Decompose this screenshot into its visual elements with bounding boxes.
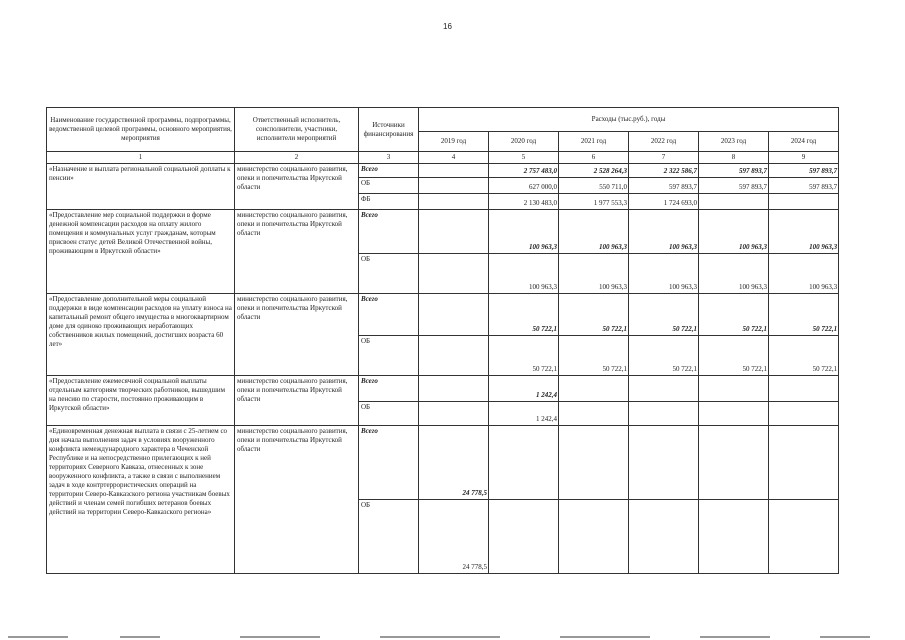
program-name: «Предоставление ежемесячной социальной выплаты отдельным категориям творческих работников, вышедшим на пенсию по старости, постоянно проживающим в Иркутской области»	[47, 376, 235, 426]
scan-artifacts	[0, 634, 905, 640]
value-cell	[769, 402, 839, 426]
value-cell: 50 722,1	[559, 294, 629, 336]
value-cell	[699, 402, 769, 426]
value-cell	[769, 376, 839, 402]
value-cell	[699, 426, 769, 500]
value-cell	[489, 500, 559, 574]
value-cell	[419, 210, 489, 254]
program-executor: министерство социального развития, опеки и попечительства Иркутской области	[235, 164, 359, 210]
value-cell: 100 963,3	[769, 210, 839, 254]
value-cell: 627 000,0	[489, 178, 559, 194]
header-year: 2019 год	[419, 132, 489, 152]
source-label: Всего	[359, 164, 419, 178]
value-cell	[559, 426, 629, 500]
value-cell: 2 322 586,7	[629, 164, 699, 178]
value-cell	[419, 336, 489, 376]
value-cell: 50 722,1	[559, 336, 629, 376]
value-cell	[559, 376, 629, 402]
program-name: «Назначение и выплата региональной социальной доплаты к пенсии»	[47, 164, 235, 210]
value-cell: 50 722,1	[629, 336, 699, 376]
value-cell	[419, 294, 489, 336]
value-cell	[419, 402, 489, 426]
program-executor: министерство социального развития, опеки и попечительства Иркутской области	[235, 210, 359, 294]
value-cell	[769, 500, 839, 574]
source-label: ОБ	[359, 500, 419, 574]
column-number: 5	[489, 152, 559, 164]
source-label: ОБ	[359, 254, 419, 294]
program-executor: министерство социального развития, опеки и попечительства Иркутской области	[235, 376, 359, 426]
value-cell: 50 722,1	[769, 336, 839, 376]
column-number: 6	[559, 152, 629, 164]
value-cell	[629, 402, 699, 426]
value-cell	[419, 164, 489, 178]
value-cell	[419, 254, 489, 294]
source-label: Всего	[359, 210, 419, 254]
header-expenses: Расходы (тыс.руб.), годы	[419, 108, 839, 132]
program-name: «Единовременная денежная выплата в связи с 25-летием со дня начала выполнения задач в условиях вооруженного конфликта немеждународного характера в Чеченской Республике и на непосредственно прилегающих к ней территориях Северного Кавказа, отнесенных к зоне вооруженного конфликта, а также в связи с выполнением задач в ходе контртеррористических операций на территории Северо-Кавказского региона участникам боевых действий и членам семей погибших ветеранов боевых действий на территории Северо-Кавказского региона»	[47, 426, 235, 574]
value-cell	[769, 426, 839, 500]
value-cell: 1 242,4	[489, 402, 559, 426]
column-number: 2	[235, 152, 359, 164]
program-executor: министерство социального развития, опеки и попечительства Иркутской области	[235, 426, 359, 574]
program-name: «Предоставление дополнительной меры социальной поддержки в виде компенсации расходов на уплату взноса на капитальный ремонт общего имущества в многоквартирном доме для одиноко проживающих неработающих собственников жилых помещений, достигших возраста 60 лет»	[47, 294, 235, 376]
value-cell	[699, 376, 769, 402]
value-cell: 100 963,3	[559, 254, 629, 294]
value-cell	[419, 194, 489, 210]
value-cell: 1 242,4	[489, 376, 559, 402]
value-cell: 100 963,3	[699, 210, 769, 254]
value-cell: 597 893,7	[629, 178, 699, 194]
source-label: ОБ	[359, 402, 419, 426]
header-year: 2021 год	[559, 132, 629, 152]
column-number: 7	[629, 152, 699, 164]
value-cell: 597 893,7	[699, 164, 769, 178]
program-executor: министерство социального развития, опеки и попечительства Иркутской области	[235, 294, 359, 376]
value-cell: 1 977 553,3	[559, 194, 629, 210]
value-cell: 50 722,1	[769, 294, 839, 336]
value-cell: 100 963,3	[489, 210, 559, 254]
value-cell: 100 963,3	[489, 254, 559, 294]
value-cell	[489, 426, 559, 500]
value-cell: 50 722,1	[699, 294, 769, 336]
value-cell	[769, 194, 839, 210]
value-cell: 50 722,1	[629, 294, 699, 336]
expenses-table	[46, 107, 839, 574]
value-cell: 2 757 483,0	[489, 164, 559, 178]
value-cell	[699, 194, 769, 210]
source-label: Всего	[359, 426, 419, 500]
value-cell: 100 963,3	[629, 254, 699, 294]
program-name: «Предоставление мер социальной поддержки в форме денежной компенсации расходов на оплату жилого помещения и коммунальных услуг гражданам, которым присвоен статус детей Великой Отечественной войны, проживающим в Иркутской области»	[47, 210, 235, 294]
header-year: 2023 год	[699, 132, 769, 152]
header-name: Наименование государственной программы, подпрограммы, ведомственной целевой программы, основного мероприятия, мероприятия	[47, 108, 235, 152]
column-number: 3	[359, 152, 419, 164]
source-label: ФБ	[359, 194, 419, 210]
header-source: Источники финансирования	[359, 108, 419, 152]
value-cell	[419, 178, 489, 194]
value-cell	[629, 500, 699, 574]
header-executor: Ответственный исполнитель, соисполнители, участники, исполнители мероприятий	[235, 108, 359, 152]
value-cell: 550 711,0	[559, 178, 629, 194]
value-cell: 100 963,3	[769, 254, 839, 294]
value-cell: 50 722,1	[699, 336, 769, 376]
value-cell	[629, 426, 699, 500]
column-number: 4	[419, 152, 489, 164]
column-number: 8	[699, 152, 769, 164]
header-year: 2024 год	[769, 132, 839, 152]
source-label: Всего	[359, 376, 419, 402]
value-cell	[699, 500, 769, 574]
value-cell: 2 130 483,0	[489, 194, 559, 210]
value-cell: 597 893,7	[699, 178, 769, 194]
column-number: 9	[769, 152, 839, 164]
header-year: 2020 год	[489, 132, 559, 152]
value-cell: 24 778,5	[419, 426, 489, 500]
value-cell: 50 722,1	[489, 294, 559, 336]
value-cell: 100 963,3	[629, 210, 699, 254]
value-cell: 100 963,3	[559, 210, 629, 254]
value-cell: 1 724 693,0	[629, 194, 699, 210]
value-cell: 50 722,1	[489, 336, 559, 376]
value-cell: 597 893,7	[769, 164, 839, 178]
value-cell: 597 893,7	[769, 178, 839, 194]
value-cell	[419, 376, 489, 402]
value-cell: 100 963,3	[699, 254, 769, 294]
header-year: 2022 год	[629, 132, 699, 152]
value-cell: 2 528 264,3	[559, 164, 629, 178]
value-cell: 24 778,5	[419, 500, 489, 574]
column-number: 1	[47, 152, 235, 164]
value-cell	[629, 376, 699, 402]
value-cell	[559, 500, 629, 574]
source-label: ОБ	[359, 178, 419, 194]
source-label: Всего	[359, 294, 419, 336]
source-label: ОБ	[359, 336, 419, 376]
value-cell	[559, 402, 629, 426]
page-number: 16	[443, 22, 452, 31]
